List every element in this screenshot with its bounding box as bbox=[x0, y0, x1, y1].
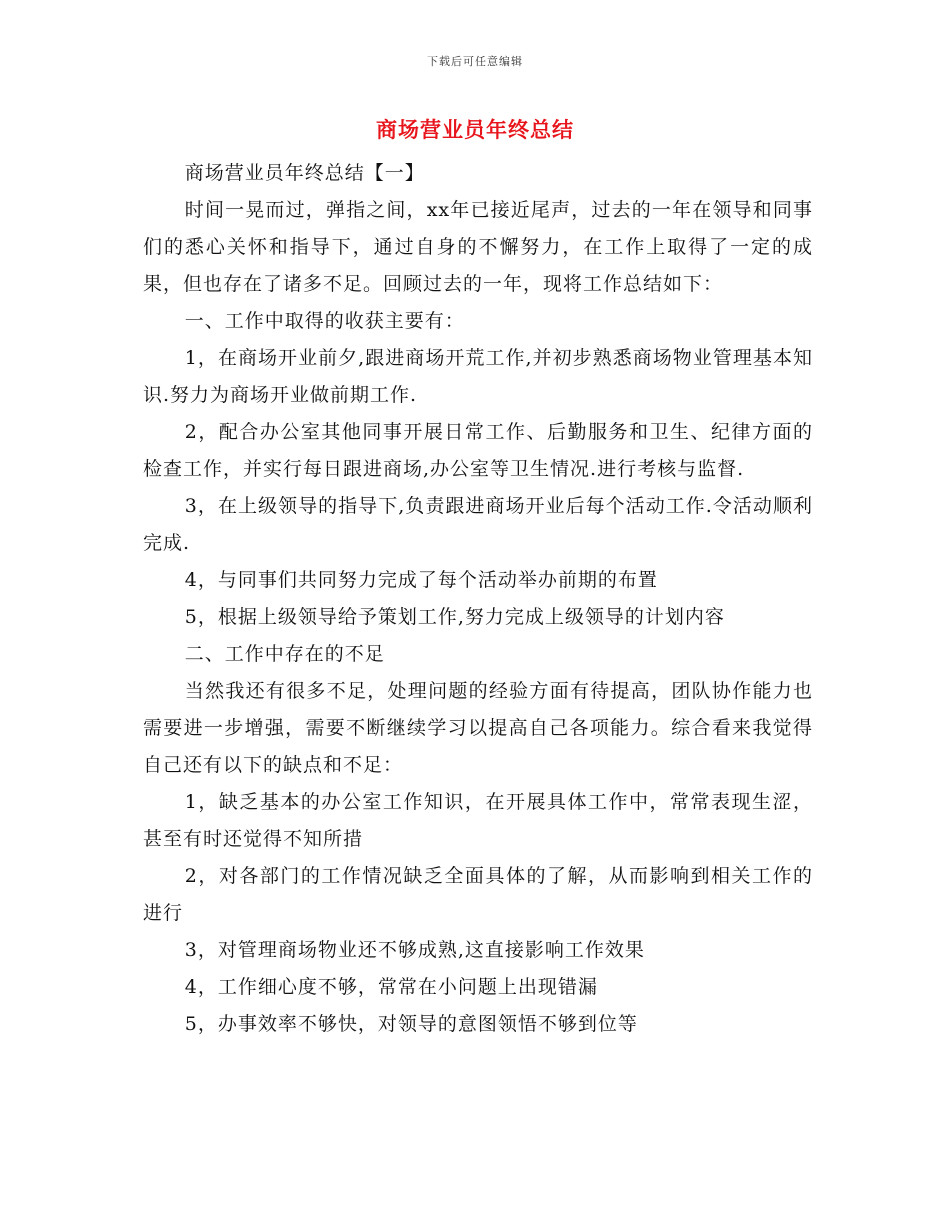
list-item: 3，对管理商场物业还不够成熟,这直接影响工作效果 bbox=[184, 939, 645, 961]
list-item: 1，在商场开业前夕,跟进商场开荒工作,并初步熟悉商场物业管理基本知识.努力为商场开业做前期工作. bbox=[143, 347, 813, 406]
body-paragraph: 当然我还有很多不足，处理问题的经验方面有待提高，团队协作能力也需要进一步增强，需要不断继续学习以提高自己各项能力。综合看来我觉得自己还有以下的缺点和不足： bbox=[143, 680, 813, 776]
section-heading: 一、工作中取得的收获主要有： bbox=[184, 310, 465, 332]
header-note: 下载后可任意编辑 bbox=[427, 55, 523, 68]
document-body bbox=[143, 155, 813, 1043]
list-item: 2，对各部门的工作情况缺乏全面具体的了解，从而影响到相关工作的进行 bbox=[143, 865, 813, 924]
document-title: 商场营业员年终总结 bbox=[376, 118, 574, 142]
list-item: 5，根据上级领导给予策划工作,努力完成上级领导的计划内容 bbox=[184, 606, 725, 628]
section-heading: 商场营业员年终总结【一】 bbox=[184, 162, 425, 184]
section-heading: 二、工作中存在的不足 bbox=[184, 643, 385, 665]
intro-paragraph: 时间一晃而过，弹指之间，xx年已接近尾声，过去的一年在领导和同事们的悉心关怀和指导下，通过自身的不懈努力，在工作上取得了一定的成果，但也存在了诸多不足。回顾过去的一年，现将工作总结如下： bbox=[143, 199, 813, 295]
list-item: 1，缺乏基本的办公室工作知识，在开展具体工作中，常常表现生涩，甚至有时还觉得不知所措 bbox=[143, 791, 813, 850]
list-item: 3，在上级领导的指导下,负责跟进商场开业后每个活动工作.令活动顺利完成. bbox=[143, 495, 813, 554]
list-item: 2，配合办公室其他同事开展日常工作、后勤服务和卫生、纪律方面的检查工作，并实行每日跟进商场,办公室等卫生情况.进行考核与监督. bbox=[143, 421, 813, 480]
list-item: 5，办事效率不够快，对领导的意图领悟不够到位等 bbox=[184, 1013, 638, 1035]
list-item: 4，与同事们共同努力完成了每个活动举办前期的布置 bbox=[184, 569, 658, 591]
list-item: 4，工作细心度不够，常常在小问题上出现错漏 bbox=[184, 976, 598, 998]
